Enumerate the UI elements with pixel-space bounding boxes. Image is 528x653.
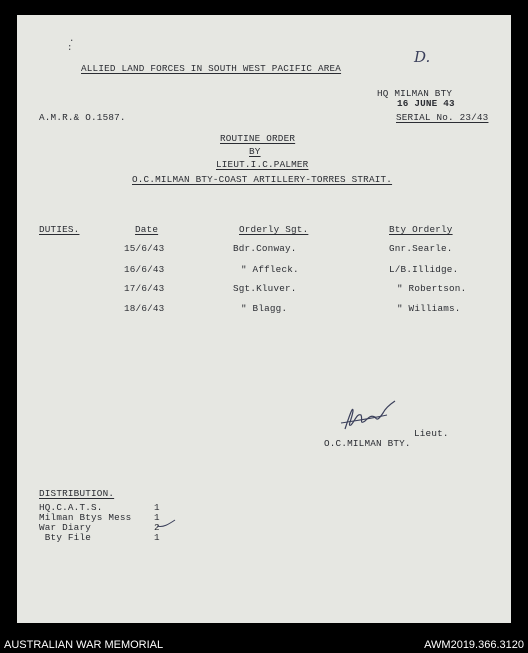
distribution-label: DISTRIBUTION. [39,488,115,499]
column-header-date: Date [135,224,159,235]
distribution-recipient: Bty File [39,532,92,543]
row-orderly-sgt: Bdr.Conway. [233,243,297,254]
distribution-copies: 2 [154,522,160,533]
distribution-recipient: War Diary [39,522,92,533]
row-bty-orderly: L/B.Illidge. [389,264,459,275]
row-date: 18/6/43 [124,303,165,314]
row-bty-orderly: " Williams. [397,303,461,314]
document-page [17,15,511,623]
row-orderly-sgt: " Blagg. [241,303,288,314]
document-heading: ALLIED LAND FORCES IN SOUTH WEST PACIFIC AREA [81,63,342,74]
unit-line: O.C.MILMAN BTY-COAST ARTILLERY-TORRES STRAIT. [132,174,393,185]
footer-credit: AUSTRALIAN WAR MEMORIAL [4,639,164,651]
serial-number: SERIAL No. 23/43 [396,112,489,123]
hq-line: HQ MILMAN BTY [377,88,453,99]
tick-mark [155,518,177,530]
distribution-copies: 1 [154,502,160,513]
row-date: 15/6/43 [124,243,165,254]
column-header-orderly-sgt: Orderly Sgt. [239,224,309,235]
order-title: ROUTINE ORDER [220,133,296,144]
row-bty-orderly: Gnr.Searle. [389,243,453,254]
signatory-title: O.C.MILMAN BTY. [324,438,411,449]
column-header-bty-orderly: Bty Orderly [389,224,453,235]
signatory-rank: Lieut. [414,428,449,439]
row-date: 16/6/43 [124,264,165,275]
row-orderly-sgt: " Affleck. [241,264,299,275]
distribution-recipient: Milman Btys Mess [39,512,132,523]
signature [339,399,399,435]
officer-name: LIEUT.I.C.PALMER [216,159,309,170]
duties-label: DUTIES. [39,224,80,235]
punch-mark: : [67,43,73,53]
handwritten-mark: D. [414,48,431,66]
row-date: 17/6/43 [124,283,165,294]
distribution-copies: 1 [154,512,160,523]
punch-mark: . [69,34,75,44]
distribution-recipient: HQ.C.A.T.S. [39,502,103,513]
order-by: BY [249,146,261,157]
footer-accession-number: AWM2019.366.3120 [424,639,524,651]
footer-bar [0,635,528,653]
row-orderly-sgt: Sgt.Kluver. [233,283,297,294]
date-line: 16 JUNE 43 [397,98,455,109]
reference-line: A.M.R.& O.1587. [39,112,126,123]
distribution-copies: 1 [154,532,160,543]
row-bty-orderly: " Robertson. [397,283,467,294]
